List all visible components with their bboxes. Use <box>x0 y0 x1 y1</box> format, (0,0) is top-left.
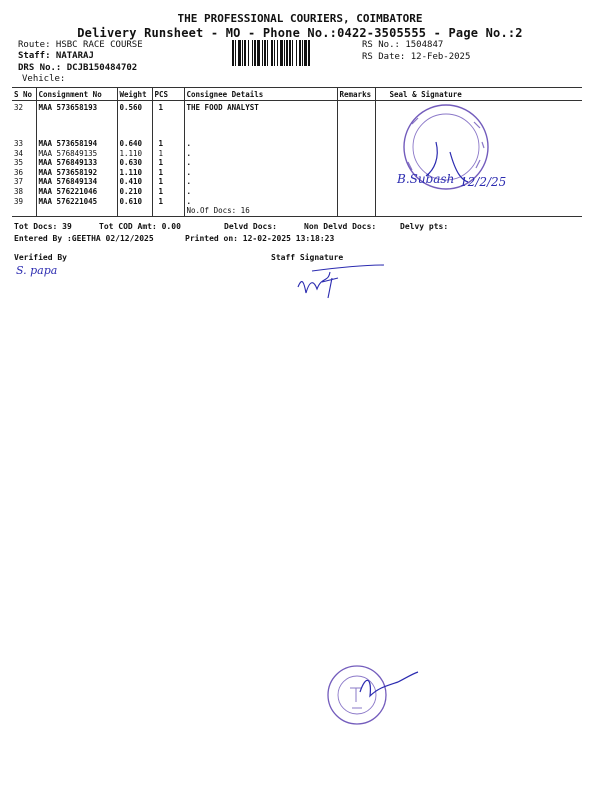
cell-weight: 1.110 <box>117 168 152 178</box>
cell-consignment: MAA 576221046 <box>36 187 117 197</box>
barcode-bar <box>242 40 243 66</box>
barcode-icon <box>232 40 356 66</box>
cell-consignee: . <box>184 197 337 207</box>
staff-signature-label: Staff Signature <box>271 253 344 262</box>
cell-consignee: . <box>184 168 337 178</box>
table-footer-row <box>12 206 582 216</box>
barcode-bar <box>257 40 260 66</box>
cell-consignment: MAA 573658192 <box>36 168 117 178</box>
receiver-signature: B.Subash <box>397 172 455 186</box>
cell-consignee: . <box>184 158 337 168</box>
runsheet-subtitle: Delivery Runsheet - MO - Phone No.:0422-3505555 - Page No.:2 <box>77 26 523 40</box>
cell-consignee: . <box>184 187 337 197</box>
company-title: THE PROFESSIONAL COURIERS, COIMBATORE <box>177 12 423 25</box>
delivered-docs: Delvd Docs: <box>224 222 277 231</box>
cell-consignment: MAA 576849134 <box>36 177 117 187</box>
barcode-bar <box>244 40 246 66</box>
col-seal: Seal & Signature <box>375 88 582 101</box>
barcode-bar <box>296 40 297 66</box>
printed-on: Printed on: 12-02-2025 13:18:23 <box>185 234 335 243</box>
barcode-bar <box>267 40 268 66</box>
barcode-bar <box>235 40 236 66</box>
cell-sno: 38 <box>14 186 24 196</box>
cell-pcs: 1 <box>152 187 184 197</box>
cell-remarks <box>337 168 375 178</box>
cell-remarks <box>337 158 375 168</box>
barcode-bar <box>280 40 283 66</box>
cell-consignee: . <box>184 149 337 159</box>
cell-remarks <box>337 139 375 149</box>
col-consignee: Consignee Details <box>184 88 337 101</box>
delivery-points: Delvy pts: <box>400 222 449 231</box>
cell-weight: 0.610 <box>117 197 152 207</box>
rs-date: RS Date: 12-Feb-2025 <box>362 52 471 62</box>
receiver-date: 12/2/25 <box>460 175 507 189</box>
barcode-bar <box>302 40 303 66</box>
cell-sno: 39 <box>14 196 24 206</box>
barcode-bar <box>304 40 307 66</box>
cell-sno: 37 <box>14 177 24 187</box>
cell-pcs: 1 <box>152 177 184 187</box>
barcode-bar <box>271 40 273 66</box>
cell-weight: 1.110 <box>117 149 152 159</box>
barcode-bar <box>248 40 249 66</box>
barcode-bar <box>292 40 293 66</box>
cell-pcs: 1 <box>152 149 184 159</box>
cell-remarks <box>337 187 375 197</box>
cell-sno: 34 <box>14 148 24 158</box>
col-consignment: Consignment No <box>36 88 117 101</box>
cell-remarks <box>337 177 375 187</box>
route-label: Route: HSBC RACE COURSE <box>18 40 143 50</box>
barcode-bar <box>299 40 301 66</box>
barcode-bar <box>274 40 275 66</box>
staff-label: Staff: NATARAJ <box>18 51 94 61</box>
verifier-signature: S. papa <box>16 264 58 277</box>
cell-consignment: MAA 576849135 <box>36 149 117 159</box>
drs-number: DRS No.: DCJB150484702 <box>18 63 138 73</box>
col-pcs: PCS <box>152 88 184 101</box>
cell-pcs: 1 <box>152 139 184 149</box>
table-row <box>12 197 582 207</box>
entered-by: Entered By :GEETHA 02/12/2025 <box>14 234 154 243</box>
non-delivered-docs: Non Delvd Docs: <box>304 222 377 231</box>
cell-weight: 0.560 <box>117 101 152 140</box>
cell-pcs: 1 <box>152 101 184 140</box>
cell-consignment: MAA 573658193 <box>36 101 117 140</box>
verified-by-label: Verified By <box>14 253 67 262</box>
cell-consignee: . <box>184 139 337 149</box>
cell-remarks <box>337 101 375 140</box>
barcode-bar <box>308 40 310 66</box>
vehicle-label: Vehicle: <box>22 74 66 84</box>
cell-weight: 0.210 <box>117 187 152 197</box>
barcode-bar <box>254 40 256 66</box>
barcode-bar <box>284 40 285 66</box>
table-header-row <box>12 88 582 101</box>
cell-seal <box>375 197 582 207</box>
col-weight: Weight <box>117 88 152 101</box>
bottom-stamp-icon <box>326 662 422 728</box>
total-cod: Tot COD Amt: 0.00 <box>99 222 181 231</box>
barcode-bar <box>264 40 266 66</box>
cell-remarks <box>337 149 375 159</box>
barcode-bar <box>252 40 253 66</box>
cell-weight: 0.640 <box>117 139 152 149</box>
barcode-bar <box>289 40 291 66</box>
doc-count: No.Of Docs: 16 <box>184 206 337 216</box>
cell-sno: 33 <box>14 139 24 148</box>
cell-sno: 36 <box>14 167 24 177</box>
cell-consignee: THE FOOD ANALYST <box>184 101 337 140</box>
cell-consignment: MAA 573658194 <box>36 139 117 149</box>
cell-consignment: MAA 576221045 <box>36 197 117 207</box>
barcode-bar <box>277 40 278 66</box>
cell-pcs: 1 <box>152 158 184 168</box>
barcode-bar <box>232 40 234 66</box>
cell-sno: 35 <box>14 158 24 168</box>
cell-sno: 32 <box>14 103 24 112</box>
cell-consignment: MAA 576849133 <box>36 158 117 168</box>
cell-remarks <box>337 197 375 207</box>
col-remarks: Remarks <box>337 88 375 101</box>
staff-signature-icon <box>292 262 392 302</box>
col-sno: S No <box>12 88 36 101</box>
rs-number: RS No.: 1504847 <box>362 40 444 50</box>
barcode-bar <box>262 40 263 66</box>
cell-pcs: 1 <box>152 168 184 178</box>
total-docs: Tot Docs: 39 <box>14 222 72 231</box>
barcode-bar <box>238 40 241 66</box>
barcode-bar <box>286 40 288 66</box>
cell-weight: 0.630 <box>117 158 152 168</box>
cell-consignee: . <box>184 177 337 187</box>
cell-weight: 0.410 <box>117 177 152 187</box>
cell-pcs: 1 <box>152 197 184 207</box>
